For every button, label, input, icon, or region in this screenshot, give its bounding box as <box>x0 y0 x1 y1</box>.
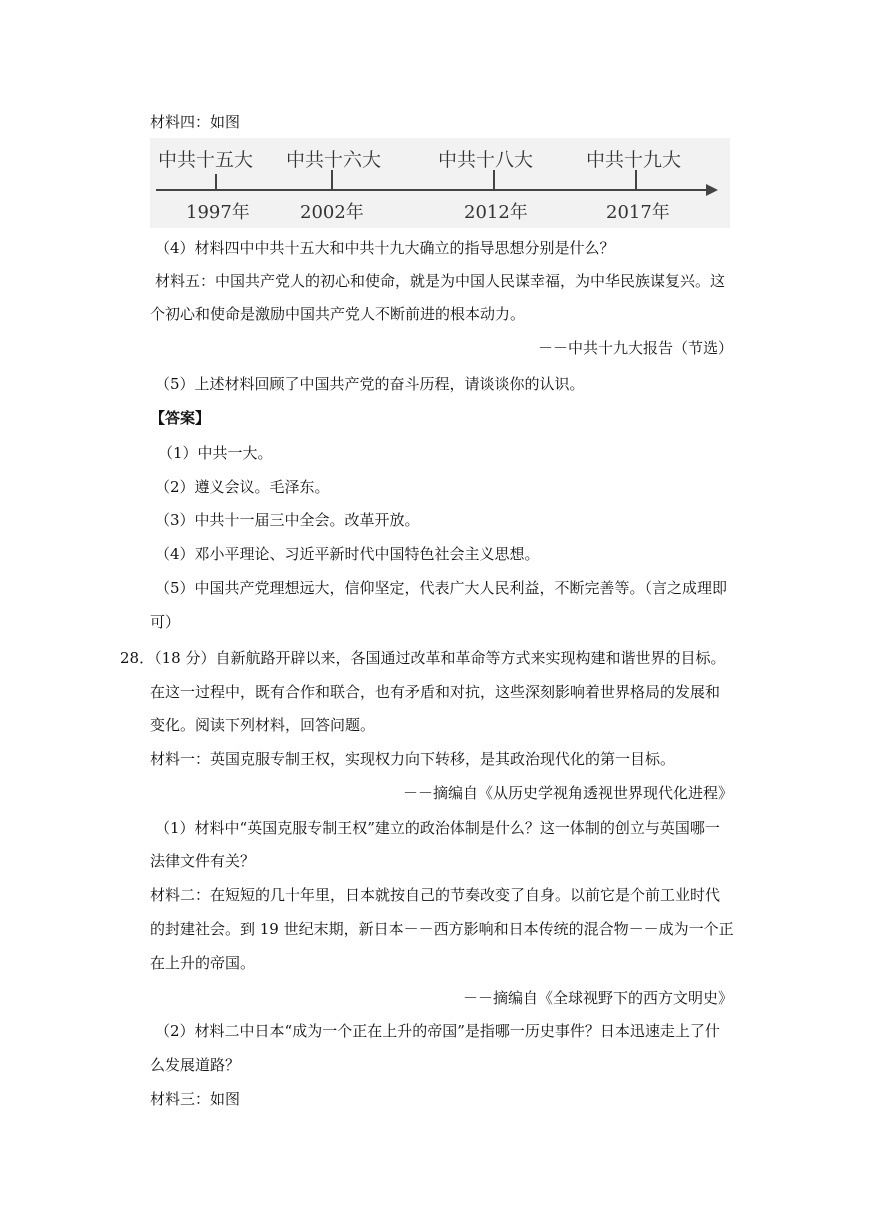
timeline-year-label: 1997年 <box>186 202 250 223</box>
timeline-event-label: 中共十八大 <box>438 149 534 171</box>
material4-title: 材料四：如图 <box>150 113 241 131</box>
material3-title: 材料三：如图 <box>150 1090 241 1108</box>
question-28-stem: 28．（18 分）自新航路开辟以来，各国通过改革和革命等方式来实现构建和谐世界的目标。 <box>120 649 726 667</box>
answer-1: （1）中共一大。 <box>158 444 273 462</box>
material2-line: 在上升的帝国。 <box>150 954 256 972</box>
timeline-event-label: 中共十九大 <box>586 149 682 171</box>
material1-source: －－摘编自《从历史学视角透视世界现代化进程》 <box>402 784 733 802</box>
question-28-2: （2）材料二中日本“成为一个正在上升的帝国”是指哪一历史事件？日本迅速走上了什 <box>155 1022 720 1040</box>
question-28-stem: 变化。阅读下列材料，回答问题。 <box>150 716 376 734</box>
question-5: （5）上述材料回顾了中国共产党的奋斗历程，请谈谈你的认识。 <box>155 375 585 393</box>
question-28-1: （1）材料中“英国克服专制王权”建立的政治体制是什么？这一体制的创立与英国哪一 <box>155 819 720 837</box>
answer-2: （2）遵义会议。毛泽东。 <box>155 478 330 496</box>
material5-line: 材料五：中国共产党人的初心和使命，就是为中国人民谋幸福，为中华民族谋复兴。这 <box>155 272 726 290</box>
material2-line: 材料二：在短短的几十年里，日本就按自己的节奏改变了自身。以前它是个前工业时代 <box>150 886 721 904</box>
timeline-year-label: 2017年 <box>606 202 670 223</box>
answer-5-cont: 可） <box>150 613 181 631</box>
answer-5: （5）中国共产党理想远大，信仰坚定，代表广大人民利益，不断完善等。（言之成理即 <box>155 579 728 597</box>
answer-4: （4）邓小平理论、习近平新时代中国特色社会主义思想。 <box>155 545 540 563</box>
question-28-1-cont: 法律文件有关？ <box>150 852 256 870</box>
answer-header: 【答案】 <box>150 409 211 427</box>
timeline-year-label: 2002年 <box>300 202 364 223</box>
question-28-2-cont: 么发展道路？ <box>150 1056 241 1074</box>
material2-line: 的封建社会。到 19 世纪末期，新日本－－西方影响和日本传统的混合物－－成为一个正 <box>150 920 734 938</box>
timeline-figure <box>150 138 730 228</box>
material5-source: －－中共十九大报告（节选） <box>537 339 733 357</box>
material5-line: 个初心和使命是激励中国共产党人不断前进的根本动力。 <box>150 305 526 323</box>
timeline-year-label: 2012年 <box>464 202 528 223</box>
party-congress-timeline <box>150 138 730 228</box>
timeline-arrow-icon <box>706 184 718 196</box>
timeline-event-label: 中共十五大 <box>158 149 254 171</box>
answer-3: （3）中共十一届三中全会。改革开放。 <box>155 511 420 529</box>
material1-text: 材料一：英国克服专制王权，实现权力向下转移，是其政治现代化的第一目标。 <box>150 750 676 768</box>
question-28-stem: 在这一过程中，既有合作和联合，也有矛盾和对抗，这些深刻影响着世界格局的发展和 <box>150 683 721 701</box>
question-4: （4）材料四中中共十五大和中共十九大确立的指导思想分别是什么？ <box>155 239 615 257</box>
material2-source: －－摘编自《全球视野下的西方文明史》 <box>462 989 733 1007</box>
timeline-event-label: 中共十六大 <box>286 149 382 171</box>
